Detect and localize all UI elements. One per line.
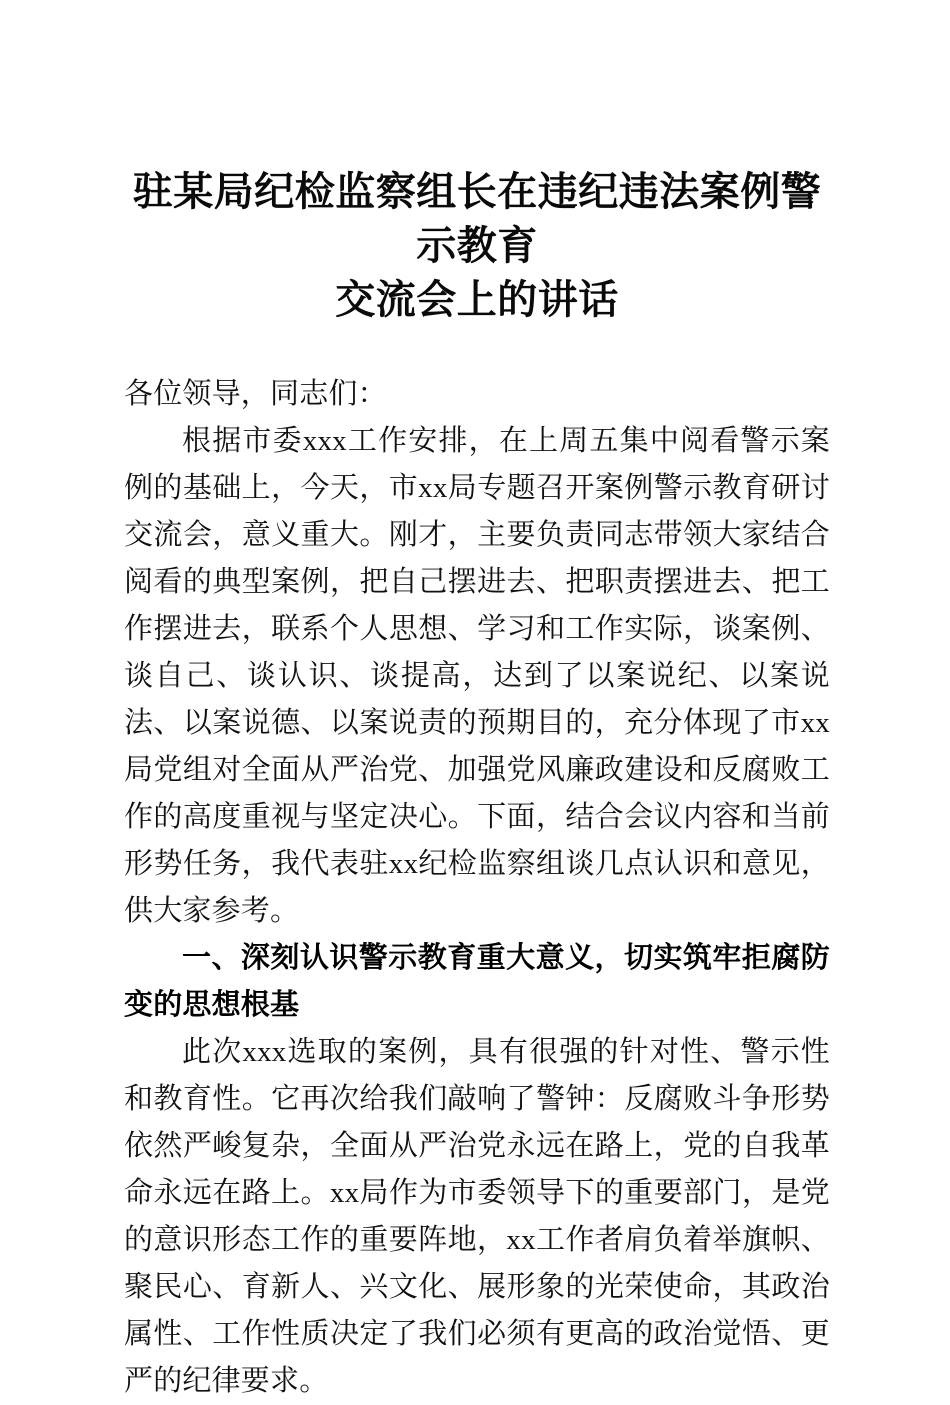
page-title xyxy=(124,165,830,327)
salutation: 各位领导，同志们： xyxy=(124,378,387,410)
page-title-line-2: 交流会上的讲话 xyxy=(335,277,619,322)
document-body xyxy=(124,371,830,1405)
page-title-line-1: 驻某局纪检监察组长在违纪违法案例警示教育 xyxy=(132,169,822,268)
section-heading-1: 一、深刻认识警示教育重大意义，切实筑牢拒腐防变的思想根基 xyxy=(124,942,830,1021)
title-spacer xyxy=(124,327,830,371)
section-1-paragraph-1: 此次xxx选取的案例，具有很强的针对性、警示性和教育性。它再次给我们敲响了警钟：反腐败斗争形势依然严峻复杂，全面从严治党永远在路上，党的自我革命永远在路上。xx局作为市委领导下的重要部门，是党的意识形态工作的重要阵地，xx工作者肩负着举旗帜、聚民心、育新人、兴文化、展形象的光荣使命，其政治属性、工作性质决定了我们必须有更高的政治觉悟、更严的纪律要求。 xyxy=(124,1036,830,1397)
paragraph-1: 根据市委xxx工作安排，在上周五集中阅看警示案例的基础上，今天，市xx局专题召开案例警示教育研讨交流会，意义重大。刚才，主要负责同志带领大家结合阅看的典型案例，把自己摆进去、把职责摆进去、把工作摆进去，联系个人思想、学习和工作实际，谈案例、谈自己、谈认识、谈提高，达到了以案说纪、以案说法、以案说德、以案说责的预期目的，充分体现了市xx局党组对全面从严治党、加强党风廉政建设和反腐败工作的高度重视与坚定决心。下面，结合会议内容和当前形势任务，我代表驻xx纪检监察组谈几点认识和意见，供大家参考。 xyxy=(124,425,830,927)
